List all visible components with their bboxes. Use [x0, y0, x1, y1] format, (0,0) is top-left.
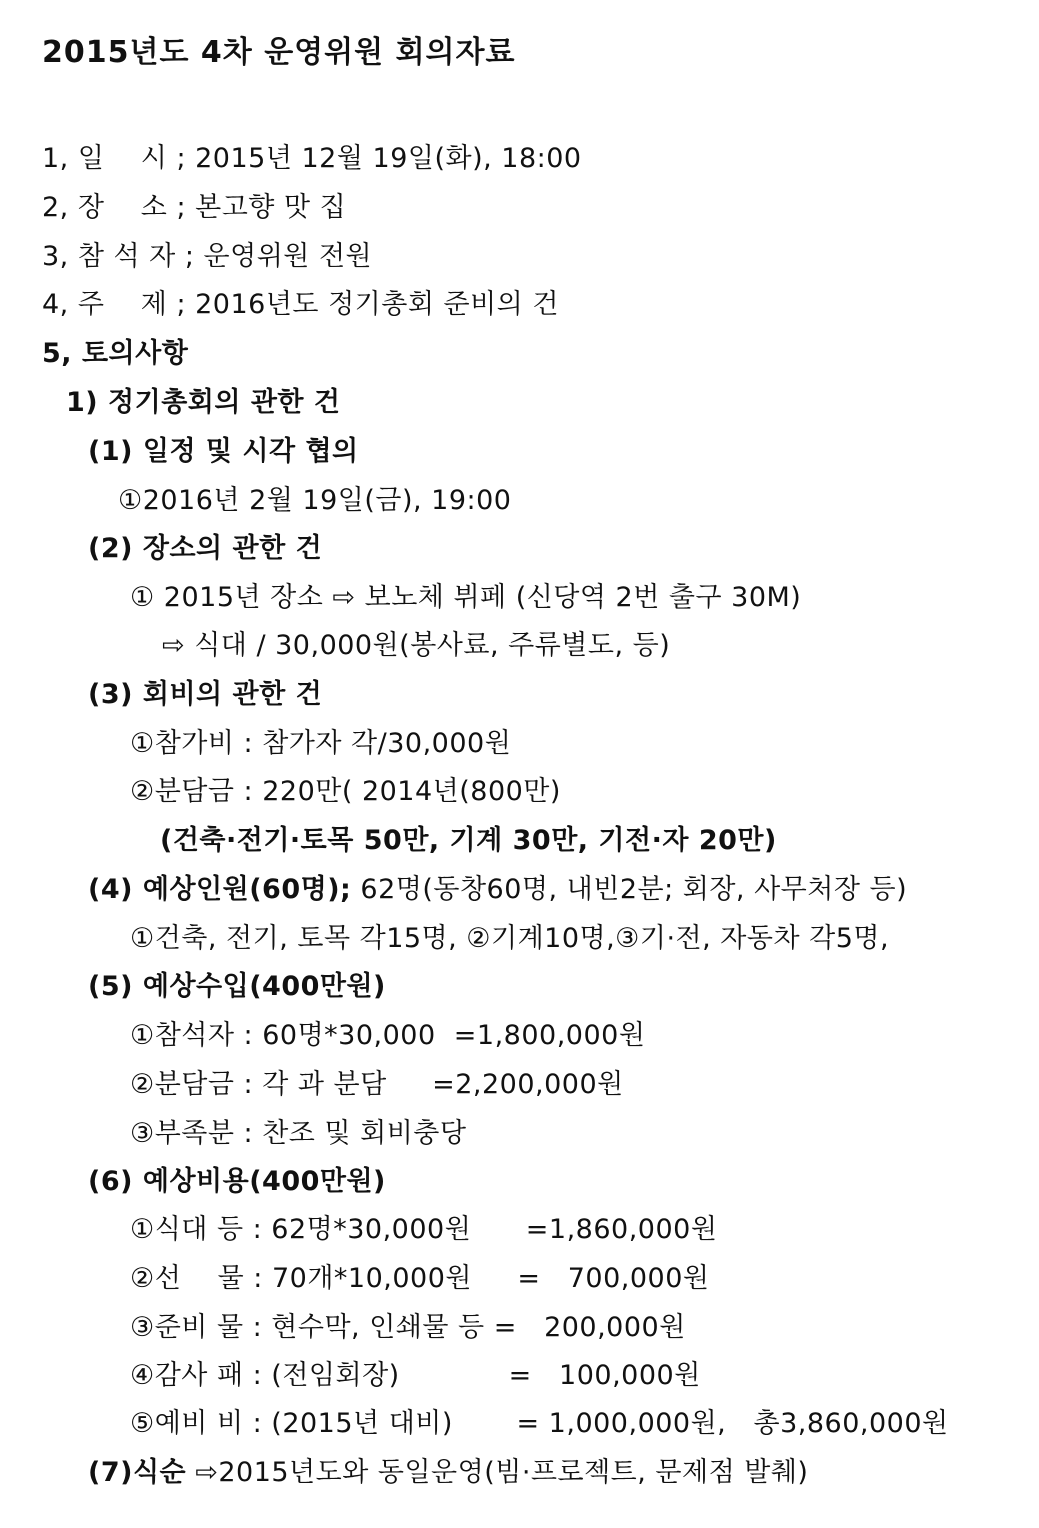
- info-place-label: 2, 장 소: [42, 192, 168, 223]
- section-6-line3: ③준비 물 : 현수막, 인쇄물 등 = 200,000원: [130, 1312, 686, 1343]
- section-6-line2: ②선 물 : 70개*10,000원 = 700,000원: [130, 1263, 710, 1294]
- section-3-line2: ②분담금 : 220만( 2014년(800만): [130, 776, 561, 807]
- section-7-heading: (7)식순: [88, 1457, 187, 1488]
- section-4-heading: (4) 예상인원(60명);: [88, 874, 352, 905]
- info-topic-label: 4, 주 제: [42, 289, 168, 320]
- section-5-heading: (5) 예상수입(400만원): [88, 971, 386, 1002]
- section-5-line2: ②분담금 : 각 과 분담 =2,200,000원: [130, 1069, 624, 1100]
- section-5-line1: ①참석자 : 60명*30,000 =1,800,000원: [130, 1020, 646, 1051]
- info-date: [42, 142, 582, 176]
- document-title: 2015년도 4차 운영위원 회의자료: [42, 35, 516, 70]
- info-topic: [42, 288, 559, 322]
- section-1-heading: (1) 일정 및 시각 협의: [88, 436, 359, 467]
- info-place: [42, 191, 346, 225]
- section-2-heading: (2) 장소의 관한 건: [88, 533, 323, 564]
- section-4-heading-rest: 62명(동창60명, 내빈2분; 회장, 사무처장 등): [351, 874, 908, 905]
- info-attendees-value: ; 운영위원 전원: [184, 241, 373, 272]
- section-4-line1: ①건축, 전기, 토목 각15명, ②기계10명,③기·전, 자동차 각5명,: [130, 923, 890, 954]
- section-2-line2: ⇨ 식대 / 30,000원(봉사료, 주류별도, 등): [162, 630, 671, 661]
- section-2-line1: ① 2015년 장소 ⇨ 보노체 뷔페 (신당역 2번 출구 30M): [130, 582, 802, 613]
- section-3-heading: (3) 회비의 관한 건: [88, 679, 323, 710]
- info-topic-value: ; 2016년도 정기총회 준비의 건: [176, 289, 559, 320]
- section-6-line4: ④감사 패 : (전임회장) = 100,000원: [130, 1360, 701, 1391]
- section-7-row: [88, 1456, 808, 1490]
- info-attendees-label: 3, 참 석 자: [42, 241, 176, 272]
- info-date-label: 1, 일 시: [42, 143, 168, 174]
- section-1-line: ①2016년 2월 19일(금), 19:00: [118, 485, 512, 516]
- discussion-heading: 5, 토의사항: [42, 338, 189, 369]
- info-attendees: [42, 240, 372, 274]
- section-7-rest: ⇨2015년도와 동일운영(빔·프로젝트, 문제점 발췌): [186, 1457, 809, 1488]
- section-3-line3: (건축·전기·토목 50만, 기계 30만, 기전·자 20만): [160, 825, 777, 856]
- section-6-heading: (6) 예상비용(400만원): [88, 1166, 386, 1197]
- discussion-sub1: 1) 정기총회의 관한 건: [66, 387, 341, 418]
- info-place-value: ; 본고향 맛 집: [176, 192, 347, 223]
- section-6-line5: ⑤예비 비 : (2015년 대비) = 1,000,000원, 총3,860,000원: [130, 1408, 949, 1439]
- section-6-line1: ①식대 등 : 62명*30,000원 =1,860,000원: [130, 1214, 718, 1245]
- section-4-heading-row: [88, 873, 907, 907]
- info-date-value: ; 2015년 12월 19일(화), 18:00: [176, 143, 582, 174]
- section-3-line1: ①참가비 : 참가자 각/30,000원: [130, 728, 512, 759]
- section-5-line3: ③부족분 : 찬조 및 회비충당: [130, 1118, 467, 1149]
